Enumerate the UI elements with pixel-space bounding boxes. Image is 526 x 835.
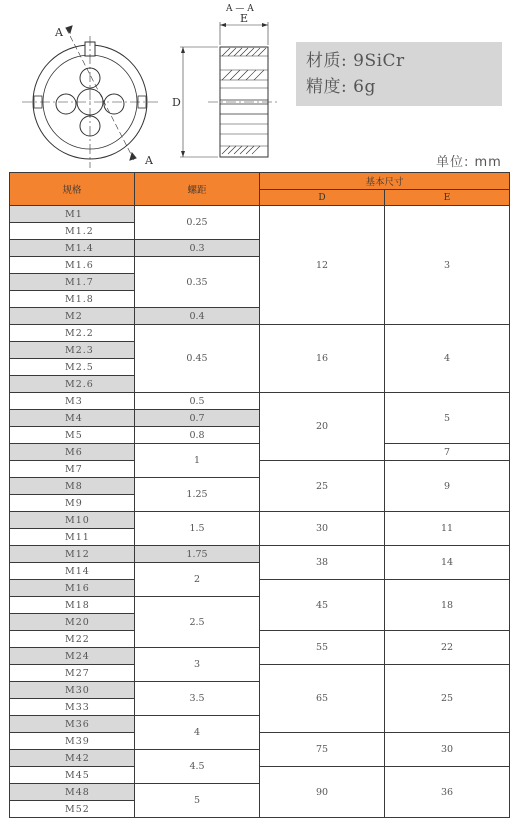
table-row: [10, 393, 510, 410]
pitch-cell: 3: [135, 648, 260, 682]
pitch-cell: 0.8: [135, 427, 260, 444]
pitch-cell: 1.5: [135, 512, 260, 546]
precision-text: 精度: 6g: [306, 77, 376, 97]
header-e: E: [385, 190, 510, 206]
size-cell: M8: [10, 478, 135, 495]
cut-label-bottom: A: [145, 154, 153, 167]
section-label: A — A: [226, 4, 254, 14]
e-cell: 18: [385, 580, 510, 631]
pitch-cell: 0.5: [135, 393, 260, 410]
header-base-size: 基本尺寸: [260, 173, 510, 190]
table-row: [10, 325, 510, 342]
e-cell: 11: [385, 512, 510, 546]
e-cell: 22: [385, 631, 510, 665]
pitch-cell: 3.5: [135, 682, 260, 716]
size-cell: M24: [10, 648, 135, 665]
pitch-cell: 2.5: [135, 597, 260, 648]
e-cell: 30: [385, 733, 510, 767]
e-cell: 3: [385, 206, 510, 325]
table-row: [10, 461, 510, 478]
size-cell: M3: [10, 393, 135, 410]
d-cell: 25: [260, 461, 385, 512]
table-row: [10, 665, 510, 682]
header-row: [10, 173, 510, 190]
table-row: [10, 767, 510, 784]
e-cell: 5: [385, 393, 510, 444]
table-row: [10, 512, 510, 529]
size-cell: M16: [10, 580, 135, 597]
size-cell: M10: [10, 512, 135, 529]
size-cell: M2.2: [10, 325, 135, 342]
material-text: 材质: 9SiCr: [306, 51, 405, 71]
d-cell: 65: [260, 665, 385, 733]
size-cell: M22: [10, 631, 135, 648]
size-cell: M2.6: [10, 376, 135, 393]
header-pitch: 螺距: [135, 173, 260, 206]
pitch-cell: 1: [135, 444, 260, 478]
size-cell: M7: [10, 461, 135, 478]
size-cell: M5: [10, 427, 135, 444]
table-row: [10, 733, 510, 750]
table-row: [10, 631, 510, 648]
size-cell: M12: [10, 546, 135, 563]
size-cell: M14: [10, 563, 135, 580]
size-cell: M1.6: [10, 257, 135, 274]
d-cell: 45: [260, 580, 385, 631]
unit-label: 单位: mm: [436, 155, 502, 170]
spec-box: [296, 42, 502, 106]
dim-e-label: E: [240, 12, 249, 25]
pitch-cell: 0.25: [135, 206, 260, 240]
size-cell: M2: [10, 308, 135, 325]
table-row: [10, 580, 510, 597]
section-view: [180, 22, 280, 157]
size-cell: M1.7: [10, 274, 135, 291]
table-row: [10, 206, 510, 223]
size-cell: M36: [10, 716, 135, 733]
d-cell: 30: [260, 512, 385, 546]
dim-d-label: D: [172, 96, 181, 109]
d-cell: 38: [260, 546, 385, 580]
size-cell: M6: [10, 444, 135, 461]
e-cell: 14: [385, 546, 510, 580]
header-d: D: [260, 190, 385, 206]
pitch-cell: 1.25: [135, 478, 260, 512]
d-cell: 20: [260, 393, 385, 461]
pitch-cell: 0.35: [135, 257, 260, 308]
pitch-cell: 4.5: [135, 750, 260, 784]
e-cell: 9: [385, 461, 510, 512]
pitch-cell: 5: [135, 784, 260, 818]
d-cell: 16: [260, 325, 385, 393]
spec-table: [9, 172, 510, 818]
pitch-cell: 2: [135, 563, 260, 597]
size-cell: M39: [10, 733, 135, 750]
e-cell: 36: [385, 767, 510, 818]
size-cell: M1: [10, 206, 135, 223]
size-cell: M2.5: [10, 359, 135, 376]
cut-label-top: A: [55, 26, 63, 39]
header-spec: 规格: [10, 173, 135, 206]
size-cell: M1.8: [10, 291, 135, 308]
pitch-cell: 0.4: [135, 308, 260, 325]
size-cell: M11: [10, 529, 135, 546]
e-cell: 7: [385, 444, 510, 461]
e-cell: 4: [385, 325, 510, 393]
size-cell: M2.3: [10, 342, 135, 359]
size-cell: M18: [10, 597, 135, 614]
pitch-cell: 0.45: [135, 325, 260, 393]
size-cell: M48: [10, 784, 135, 801]
e-cell: 25: [385, 665, 510, 733]
front-view: [22, 26, 158, 168]
pitch-cell: 4: [135, 716, 260, 750]
d-cell: 90: [260, 767, 385, 818]
d-cell: 55: [260, 631, 385, 665]
size-cell: M30: [10, 682, 135, 699]
size-cell: M4: [10, 410, 135, 427]
size-cell: M45: [10, 767, 135, 784]
size-cell: M9: [10, 495, 135, 512]
spec-table-body: [10, 206, 510, 818]
pitch-cell: 0.3: [135, 240, 260, 257]
size-cell: M52: [10, 801, 135, 818]
size-cell: M42: [10, 750, 135, 767]
size-cell: M20: [10, 614, 135, 631]
size-cell: M27: [10, 665, 135, 682]
size-cell: M1.4: [10, 240, 135, 257]
d-cell: 75: [260, 733, 385, 767]
pitch-cell: 0.7: [135, 410, 260, 427]
size-cell: M33: [10, 699, 135, 716]
table-row: [10, 546, 510, 563]
size-cell: M1.2: [10, 223, 135, 240]
pitch-cell: 1.75: [135, 546, 260, 563]
d-cell: 12: [260, 206, 385, 325]
